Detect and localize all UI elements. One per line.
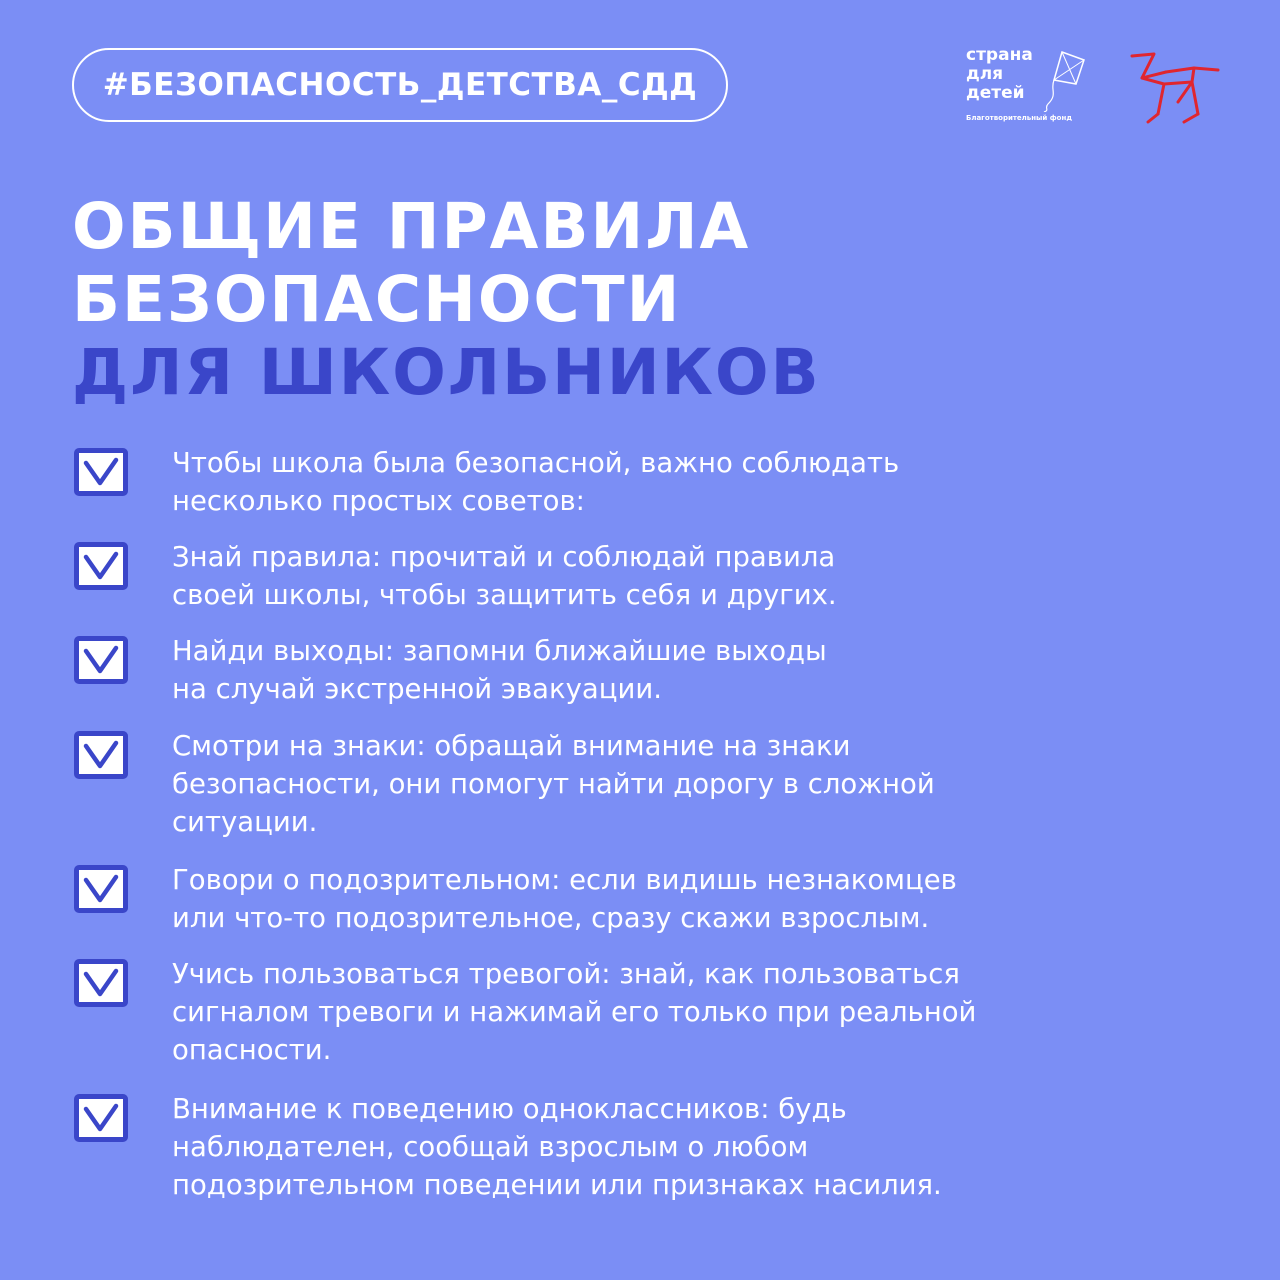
rule-line: подозрительном поведении или признаках насилия. [172,1169,942,1201]
hashtag-text: #БЕЗОПАСНОСТЬ_ДЕТСТВА_СДД [102,67,698,103]
checkbox-icon [74,731,128,779]
logo-word-1: страна [966,45,1033,65]
logo-word-3: детей [966,83,1025,103]
rule-text [172,1090,1112,1204]
hashtag-badge [72,48,728,122]
checkbox-icon [74,448,128,496]
horse-logo-icon [1128,48,1222,126]
rule-line: безопасности, они помогут найти дорогу в сложной [172,768,935,800]
rule-line: своей школы, чтобы защитить себя и других. [172,579,837,611]
rule-text [172,861,1112,937]
fund-logo [966,46,1094,126]
rule-text [172,444,1112,520]
rule-line: сигналом тревоги и нажимай его только при реальной [172,996,977,1028]
checkbox-icon [74,1094,128,1142]
rule-text [172,538,1112,614]
rule-line: Найди выходы: запомни ближайшие выходы [172,635,827,667]
checkbox-icon [74,636,128,684]
rule-line: Учись пользоваться тревогой: знай, как пользоваться [172,958,960,990]
rule-line: или что-то подозрительное, сразу скажи взрослым. [172,902,930,934]
rule-text [172,727,1112,841]
rule-line: Смотри на знаки: обращай внимание на знаки [172,730,851,762]
title-line-2: БЕЗОПАСНОСТИ [72,263,682,336]
rule-line: Внимание к поведению одноклассников: будь [172,1093,847,1125]
checkbox-icon [74,542,128,590]
rule-line: Чтобы школа была безопасной, важно соблюдать [172,447,900,479]
rule-line: несколько простых советов: [172,485,585,517]
kite-icon [1042,50,1088,112]
title-line-1: ОБЩИЕ ПРАВИЛА [72,190,751,263]
rule-line: ситуации. [172,806,318,838]
rule-text [172,955,1112,1069]
logo-caption: Благотворительный фонд [966,114,1072,122]
rule-text [172,632,1112,708]
title-line-3: ДЛЯ ШКОЛЬНИКОВ [72,336,821,409]
rule-line: на случай экстренной эвакуации. [172,673,662,705]
rule-line: Знай правила: прочитай и соблюдай правила [172,541,836,573]
checkbox-icon [74,959,128,1007]
logo-word-2: для [966,64,1004,84]
rule-line: наблюдателен, сообщай взрослым о любом [172,1131,809,1163]
rule-line: Говори о подозрительном: если видишь незнакомцев [172,864,957,896]
rule-line: опасности. [172,1034,332,1066]
page-title [72,190,821,409]
checkbox-icon [74,865,128,913]
